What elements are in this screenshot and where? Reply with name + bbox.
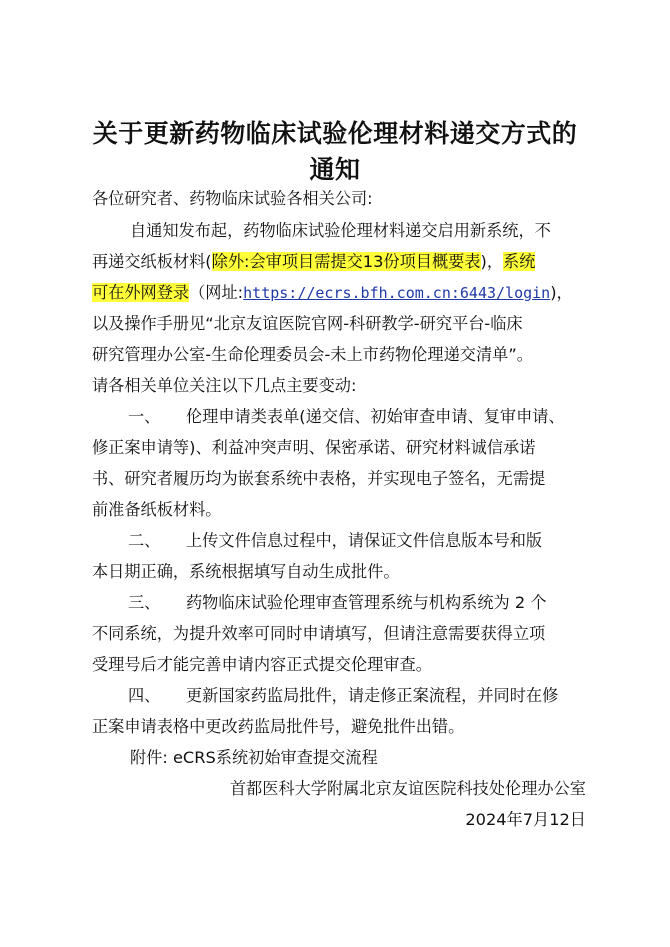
intro-text: 请各相关单位关注以下几点主要变动: bbox=[92, 376, 357, 395]
highlight-system-login-end: 可在外网登录 bbox=[92, 283, 190, 302]
para1-line2-text-b: )， bbox=[480, 252, 504, 271]
item3-line1: 药物临床试验伦理审查管理系统与机构系统为 2 个 bbox=[186, 593, 547, 612]
para1-line2-text-a: 再递交纸板材料( bbox=[92, 252, 212, 271]
document-title-line2: 通知 bbox=[309, 155, 361, 184]
item2-line1: 上传文件信息过程中，请保证文件信息版本号和版 bbox=[186, 531, 543, 550]
para1-line5: 研究管理办公室-生命伦理委员会-未上市药物伦理递交清单”。 bbox=[92, 345, 533, 364]
item4-line1: 更新国家药监局批件，请走修正案流程，并同时在修 bbox=[186, 686, 559, 705]
para1-line1: 自通知发布起，药物临床试验伦理材料递交启用新系统，不 bbox=[130, 221, 551, 240]
attachment-line: 附件: eCRS系统初始审查提交流程 bbox=[130, 748, 378, 767]
item-number: 一、 bbox=[128, 407, 161, 426]
item3-line2: 不同系统，为提升效率可同时申请填写，但请注意需要获得立项 bbox=[92, 624, 546, 643]
highlight-system-login-start: 系统 bbox=[503, 252, 536, 271]
document-title-line1: 关于更新药物临床试验伦理材料递交方式的 bbox=[92, 119, 578, 148]
para1-line3-text-b: )， bbox=[550, 283, 573, 302]
item-number: 三、 bbox=[128, 593, 161, 612]
para1-line3 bbox=[92, 282, 573, 304]
para1-line4: 以及操作手册见“北京友谊医院官网-科研教学-研究平台-临床 bbox=[92, 314, 523, 333]
item1-line1: 伦理申请类表单(递交信、初始审查申请、复审申请、 bbox=[186, 407, 565, 426]
item1-line3: 书、研究者履历均为嵌套系统中表格，并实现电子签名，无需提 bbox=[92, 469, 546, 488]
salutation: 各位研究者、药物临床试验各相关公司: bbox=[92, 189, 373, 208]
item-number: 二、 bbox=[128, 531, 161, 550]
item-number: 四、 bbox=[128, 686, 161, 705]
para1-line3-text-a: （网址: bbox=[189, 283, 244, 302]
item2-line2: 本日期正确，系统根据填写自动生成批件。 bbox=[92, 562, 400, 581]
item3-line3: 受理号后才能完善申请内容正式提交伦理审查。 bbox=[92, 655, 432, 674]
signature-date: 2024年7月12日 bbox=[465, 810, 586, 829]
signature-office: 首都医科大学附属北京友谊医院科技处伦理办公室 bbox=[229, 779, 586, 798]
item1-line2: 修正案申请等)、利益冲突声明、保密承诺、研究材料诚信承诺 bbox=[92, 438, 536, 457]
para1-line2 bbox=[92, 251, 535, 273]
item1-line4: 前准备纸板材料。 bbox=[92, 500, 222, 519]
highlight-exception-note: 除外:会审项目需提交13份项目概要表 bbox=[211, 252, 481, 271]
item4-line2: 正案申请表格中更改药监局批件号，避免批件出错。 bbox=[92, 717, 465, 736]
ecrs-login-link[interactable]: https://ecrs.bfh.com.cn:6443/login bbox=[243, 284, 551, 302]
